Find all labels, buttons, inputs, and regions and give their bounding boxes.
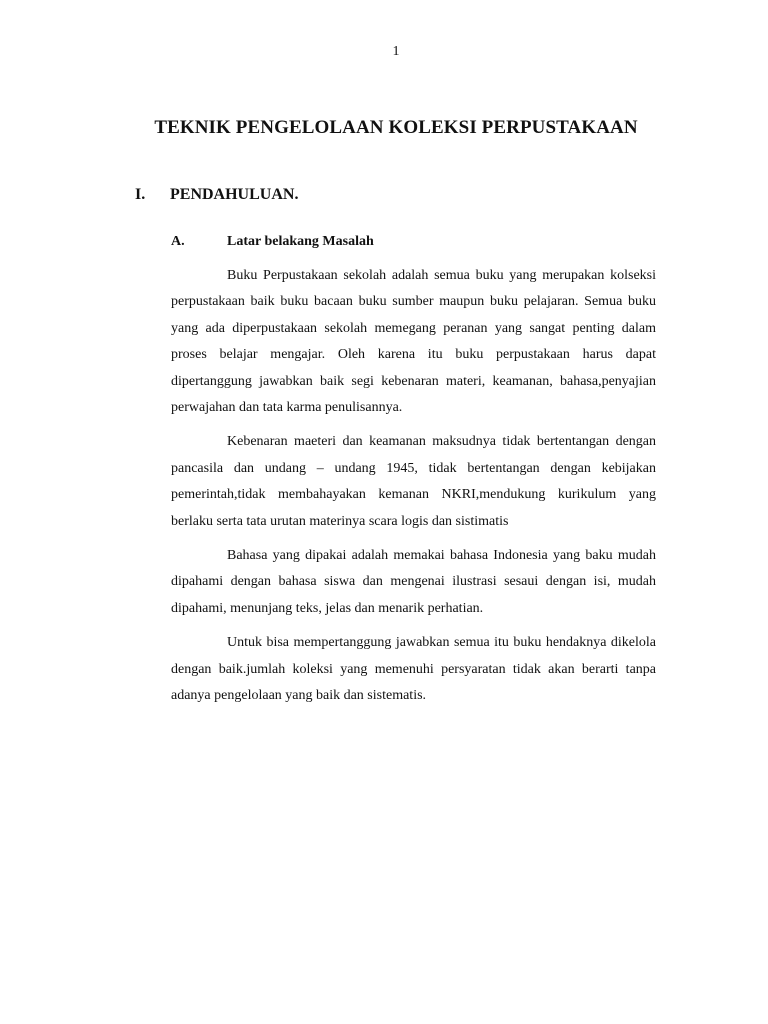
section-heading (135, 186, 298, 204)
paragraph-3: Bahasa yang dipakai adalah memakai bahasa Indonesia yang baku mudah dipahami dengan bahasa siswa dan mengenai ilustrasi sesaui dengan isi, mudah dipahami, menunjang teks, jelas dan menarik perhatian. (171, 548, 656, 616)
paragraph-4: Untuk bisa mempertanggung jawabkan semua itu buku hendaknya dikelola dengan baik.jumlah koleksi yang memenuhi persyaratan tidak akan berarti tanpa adanya pengelolaan yang baik dan sistematis. (171, 635, 656, 704)
subsection-heading (171, 234, 374, 250)
subsection-heading-text: Latar belakang Masalah (227, 234, 374, 249)
subsection-number: A. (171, 234, 185, 249)
section-heading-text: PENDAHULUAN. (170, 186, 299, 203)
section-number: I. (135, 186, 146, 203)
body-text (171, 263, 656, 718)
paragraph-1: Buku Perpustakaan sekolah adalah semua buku yang merupakan kolseksi perpustakaan baik buku bacaan buku sumber maupun buku pelajaran. Semua buku yang ada diperpustakaan sekolah memegang peranan yang sangat penting dalam proses belajar mengajar. Oleh karena itu buku perpustakaan harus dapat dipertanggung jawabkan baik segi kebenaran materi, keamanan, bahasa,penyajian perwajahan dan tata karma penulisannya. (171, 268, 656, 416)
document-title: TEKNIK PENGELOLAAN KOLEKSI PERPUSTAKAAN (154, 117, 638, 138)
page-number: 1 (392, 44, 400, 59)
paragraph-2: Kebenaran maeteri dan keamanan maksudnya tidak bertentangan dengan pancasila dan undang – undang 1945, tidak bertentangan dengan kebijakan pemerintah,tidak membahayakan kemanan NKRI,mendukung kurikulum yang berlaku serta tata urutan materinya scara logis dan sistimatis (171, 434, 656, 529)
